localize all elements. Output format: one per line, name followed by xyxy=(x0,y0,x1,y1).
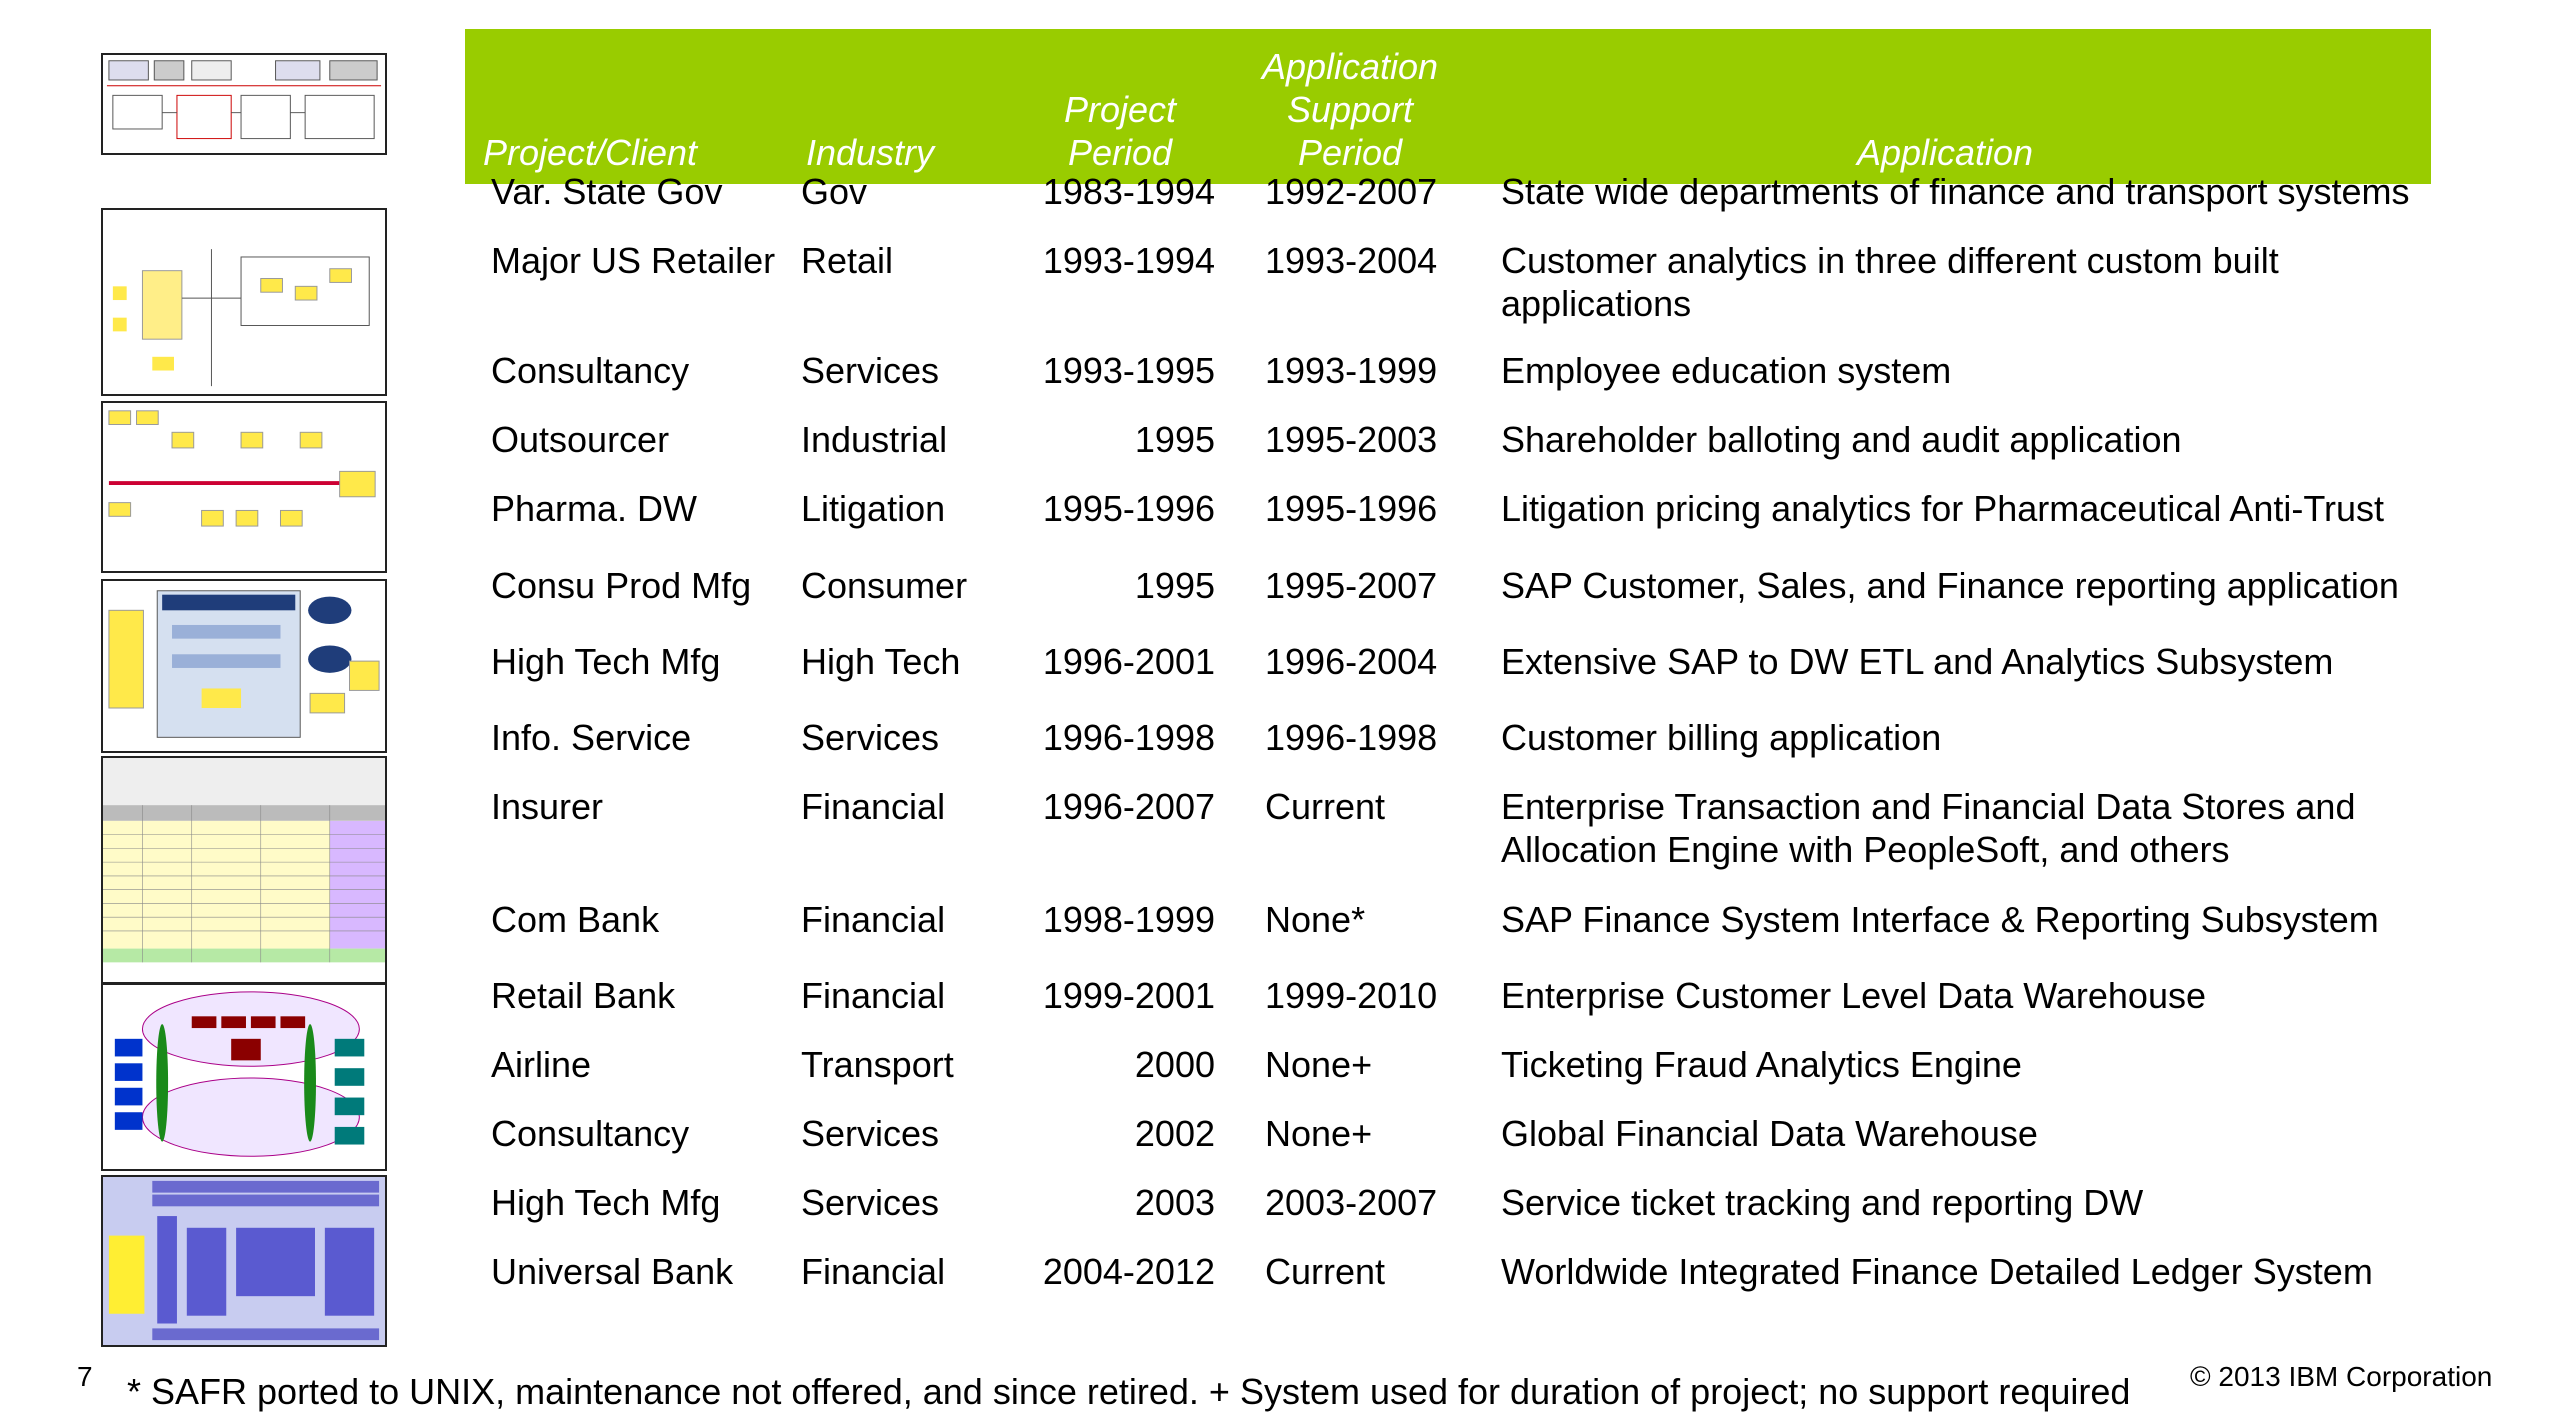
cell-application: Customer analytics in three different custom built applications xyxy=(1501,240,2279,324)
cell-support-period: Current xyxy=(1265,786,1386,827)
cell-industry: Consumer xyxy=(801,565,968,606)
cell-industry: Financial xyxy=(801,786,946,827)
cell-industry: Industrial xyxy=(801,419,948,460)
cell-industry: Services xyxy=(801,717,940,758)
cell-client: High Tech Mfg xyxy=(491,1182,721,1223)
cell-client: Consultancy xyxy=(491,1113,690,1154)
cell-client: Universal Bank xyxy=(491,1251,734,1292)
cell-project-period: 1995 xyxy=(1134,565,1215,606)
cell-application: Service ticket tracking and reporting DW xyxy=(1501,1182,2144,1223)
cell-support-period: 1993-2004 xyxy=(1265,240,1438,281)
cell-project-period: 2003 xyxy=(1134,1182,1215,1223)
cell-industry: Gov xyxy=(801,171,868,212)
cell-client: Outsourcer xyxy=(491,419,670,460)
cell-project-period: 1983-1994 xyxy=(1042,171,1215,212)
cell-support-period: 1993-1999 xyxy=(1265,350,1438,391)
cell-client: Major US Retailer xyxy=(491,240,776,281)
cell-client: Consu Prod Mfg xyxy=(491,565,752,606)
cell-project-period: 1993-1994 xyxy=(1042,240,1215,281)
thumbnail-erp-environment xyxy=(101,983,387,1171)
thumbnail-spreadsheet xyxy=(101,756,387,984)
cell-project-period: 1999-2001 xyxy=(1042,975,1215,1016)
header-industry: Industry xyxy=(805,132,935,173)
copyright: © 2013 IBM Corporation xyxy=(2190,1361,2493,1392)
cell-industry: Financial xyxy=(801,1251,946,1292)
cell-application: Shareholder balloting and audit application xyxy=(1501,419,2182,460)
cell-project-period: 1996-2001 xyxy=(1042,641,1215,682)
cell-support-period: 1995-1996 xyxy=(1265,488,1438,529)
cell-project-period: 2000 xyxy=(1134,1044,1215,1085)
cell-application: Worldwide Integrated Finance Detailed Ledger System xyxy=(1501,1251,2373,1292)
thumbnail-safr-scan-engine xyxy=(101,579,387,753)
cell-support-period: 2003-2007 xyxy=(1265,1182,1438,1223)
cell-industry: Services xyxy=(801,1113,940,1154)
footnote: * SAFR ported to UNIX, maintenance not offered, and since retired. + System used for duration of project; no support required xyxy=(127,1371,2131,1412)
cell-industry: High Tech xyxy=(801,641,961,682)
cell-project-period: 2002 xyxy=(1134,1113,1215,1154)
cell-project-period: 1995-1996 xyxy=(1042,488,1215,529)
cell-application: Ticketing Fraud Analytics Engine xyxy=(1501,1044,2022,1085)
cell-project-period: 2004-2012 xyxy=(1042,1251,1215,1292)
cell-client: Info. Service xyxy=(491,717,692,758)
cell-application: Enterprise Customer Level Data Warehouse xyxy=(1501,975,2206,1016)
cell-support-period: 1995-2007 xyxy=(1265,565,1438,606)
cell-support-period: 1996-1998 xyxy=(1265,717,1438,758)
header-project-period: Project Period xyxy=(1063,89,1177,173)
cell-application: SAP Finance System Interface & Reporting Subsystem xyxy=(1501,899,2379,940)
cell-client: Airline xyxy=(491,1044,592,1085)
cell-client: High Tech Mfg xyxy=(491,641,721,682)
cell-client: Var. State Gov xyxy=(491,171,723,212)
cell-industry: Services xyxy=(801,1182,940,1223)
cell-client: Com Bank xyxy=(491,899,660,940)
thumbnail-flow-diagram xyxy=(101,53,387,155)
page-number: 7 xyxy=(77,1361,93,1392)
thumbnail-erp-diagram xyxy=(101,208,387,396)
cell-support-period: None* xyxy=(1265,899,1366,940)
cell-application: SAP Customer, Sales, and Finance reporting application xyxy=(1501,565,2399,606)
cell-industry: Services xyxy=(801,350,940,391)
cell-support-period: 1995-2003 xyxy=(1265,419,1438,460)
cell-project-period: 1996-1998 xyxy=(1042,717,1215,758)
cell-support-period: None+ xyxy=(1265,1044,1373,1085)
cell-support-period: 1992-2007 xyxy=(1265,171,1438,212)
header-project-client: Project/Client xyxy=(482,132,698,173)
cell-client: Retail Bank xyxy=(491,975,676,1016)
cell-application: Litigation pricing analytics for Pharmaceutical Anti-Trust xyxy=(1501,488,2385,529)
thumbnail-architecture xyxy=(101,1175,387,1347)
cell-project-period: 1995 xyxy=(1134,419,1215,460)
table-header xyxy=(465,29,2431,184)
cell-industry: Financial xyxy=(801,899,946,940)
cell-application: State wide departments of finance and transport systems xyxy=(1501,171,2410,212)
cell-industry: Financial xyxy=(801,975,946,1016)
cell-client: Consultancy xyxy=(491,350,690,391)
cell-support-period: None+ xyxy=(1265,1113,1373,1154)
cell-application: Extensive SAP to DW ETL and Analytics Subsystem xyxy=(1501,641,2334,682)
cell-support-period: 1999-2010 xyxy=(1265,975,1438,1016)
cell-industry: Retail xyxy=(801,240,894,281)
cell-client: Pharma. DW xyxy=(491,488,698,529)
header-application: Application xyxy=(1856,132,2034,173)
thumbnail-safr-solution xyxy=(101,401,387,573)
cell-client: Insurer xyxy=(491,786,604,827)
cell-application: Customer billing application xyxy=(1501,717,1942,758)
cell-industry: Transport xyxy=(801,1044,954,1085)
cell-support-period: Current xyxy=(1265,1251,1386,1292)
cell-project-period: 1996-2007 xyxy=(1042,786,1215,827)
cell-application: Employee education system xyxy=(1501,350,1952,391)
cell-application: Enterprise Transaction and Financial Data Stores and Allocation Engine with PeopleSoft, and others xyxy=(1501,786,2356,870)
header-support-period: Application Support Period xyxy=(1261,46,1439,173)
cell-support-period: 1996-2004 xyxy=(1265,641,1438,682)
cell-industry: Litigation xyxy=(801,488,946,529)
cell-project-period: 1998-1999 xyxy=(1042,899,1215,940)
cell-project-period: 1993-1995 xyxy=(1042,350,1215,391)
cell-application: Global Financial Data Warehouse xyxy=(1501,1113,2038,1154)
